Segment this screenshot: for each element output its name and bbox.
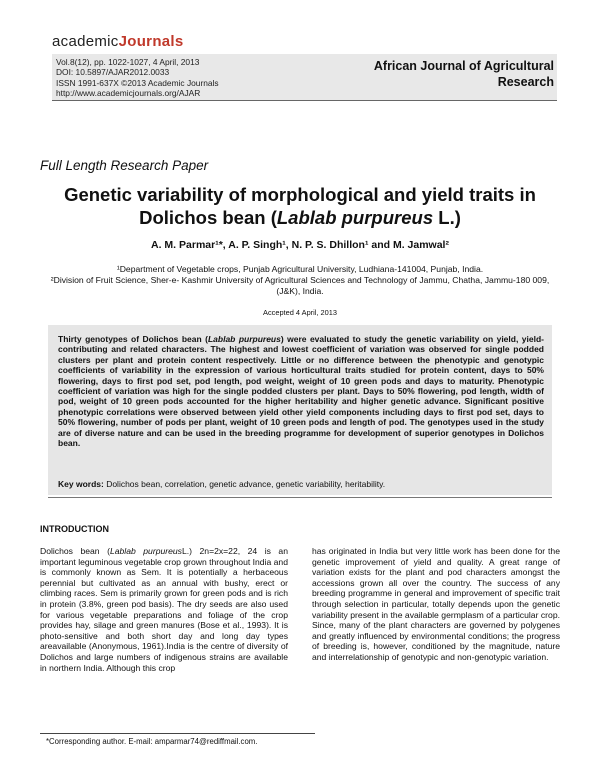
affiliations (40, 264, 560, 298)
authors: A. M. Parmar¹*, A. P. Singh¹, N. P. S. Dhillon¹ and M. Jamwal² (151, 239, 449, 251)
body-column-right: has originated in India but very little work has been done for the genetic improvement of yield and quality. A great range of variation exists for the plant and pod characters amongst the accessions grown all over the country. The success of any breeding programme in general and improvement of specific trait through selection in particular, totally depends upon the genetic variability present in the available germplasm of a particular crop. Since, many of the plant characters are governed by polygenes and greatly influenced by environmental conditions; the progress of breeding is, however, conditioned by the magnitude, nature and interrelationship of genotypic and non-genotypic variation. (312, 546, 560, 662)
page-title: Genetic variability of morphological and yield traits in Dolichos bean (Lablab purpureus L.) (64, 184, 536, 228)
journal-name: African Journal of Agricultural Research (373, 59, 554, 89)
accepted-date: Accepted 4 April, 2013 (263, 308, 337, 317)
affiliation-2: ²Division of Fruit Science, Sher-e- Kashmir University of Agricultural Sciences and Technology of Jammu, Chatha, Jammu-180 009, (J&K), India. (50, 275, 550, 297)
keywords: Key words: Dolichos bean, correlation, genetic advance, genetic variability, heritability. (58, 479, 386, 489)
article-type: Full Length Research Paper (40, 158, 209, 173)
meta-volume: Vol.8(12), pp. 1022-1027, 4 April, 2013 (56, 57, 200, 67)
header-divider (52, 100, 557, 101)
meta-url[interactable]: http://www.academicjournals.org/AJAR (56, 88, 201, 99)
corresponding-author-footnote: *Corresponding author. E-mail: amparmar74@rediffmail.com. (46, 737, 258, 746)
journal-meta (56, 57, 219, 99)
body-column-left: Dolichos bean (Lablab purpureusL.) 2n=2x=22, 24 is an important leguminous vegetable crop grown throughout India and is commonly known as Sem. It is potentially a herbaceous perennial but cultivated as an annual with bushy, erect or climbing races. Sem is primarily grown for green pods and is rich in protein (3.8%, green pod basis). The dry seeds are also used for various vegetable preparations and foliage of the crop provides hay, silage and green manures (Bose et al., 1993). It is photo-sensitive and both short day and long day types areavailable (Anonymous, 1961).India is the centre of diversity of Dolichos and large numbers of indigenous strains are available in northern India. Although this crop (40, 546, 288, 673)
footnote-divider (40, 733, 315, 734)
affiliation-1: ¹Department of Vegetable crops, Punjab Agricultural University, Ludhiana-141004, Punjab, India. (116, 264, 484, 274)
section-heading: INTRODUCTION (40, 524, 109, 534)
abstract-divider (48, 497, 552, 498)
meta-issn: ISSN 1991-637X ©2013 Academic Journals (56, 77, 219, 88)
meta-doi: DOI: 10.5897/AJAR2012.0033 (56, 67, 170, 78)
abstract-text: Thirty genotypes of Dolichos bean (Lablab purpureus) were evaluated to study the genetic variability on yield, yield-contributing and related characters. The highest and lowest coefficient of variation was observed for single podded clusters per plant and protein content respectively. Little or no difference between the phenotypic and genotypic coefficients of variability in the expression of various horticultural traits studied for protein content, days to 50% flowering, days to first pod set, pod length, pod weight, weight of 10 green pods and days to maturity. Phenotypic coefficient of variation was high for the single podded clusters per plant. Days to 50% flowering, pod length, width of pod, weight of 10 green pods accounted for the higher heritability and higher genetic advance. Significant positive phenotypic correlations were observed between yield other yield components including days to first pod set, days to 50% flowering, number of pods per plant, weight of 10 green pods and length of pod. The genotypes used in the study are of diverse nature and can be used in the breeding programme for development of superior genotypes in Dolichos bean. (58, 334, 544, 449)
publisher-logo: academicJournals (52, 33, 184, 50)
